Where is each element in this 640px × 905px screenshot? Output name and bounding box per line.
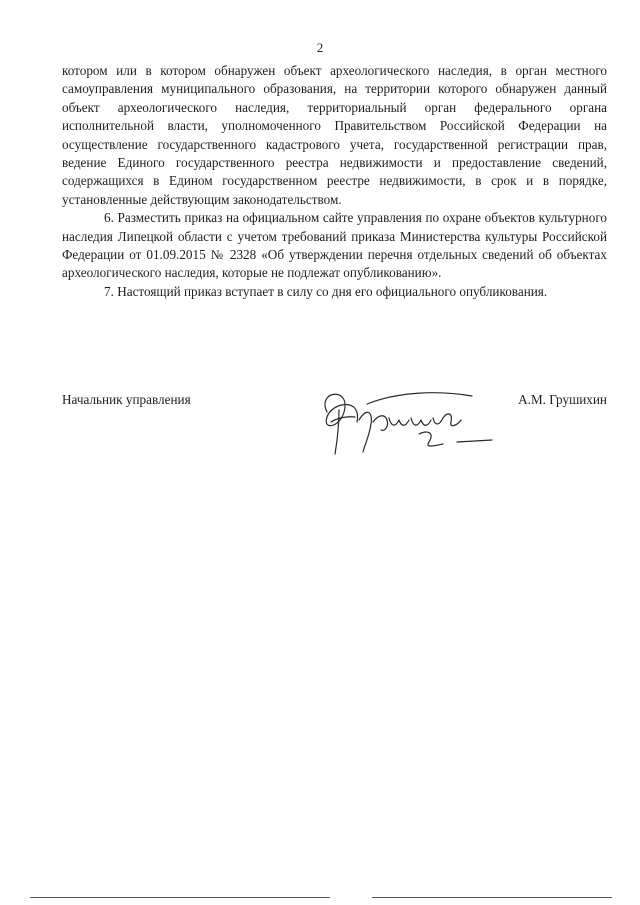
paragraph-item-6: 6. Разместить приказ на официальном сайте управления по охране объектов культурного наследия Липецкой области с учетом требований приказа Министерства культуры Российской Федерации от 01.09.2015 № 2328 «Об утверждении перечня отдельных сведений об объектах археологического наследия, которые не подлежат опубликованию».: [62, 210, 607, 281]
signature-block: [62, 392, 607, 472]
paragraph-item-7: 7. Настоящий приказ вступает в силу со дня его официального опубликования.: [104, 283, 548, 299]
signatory-position: Начальник управления: [62, 392, 191, 407]
footer-rule-left: [30, 897, 330, 898]
paragraph-continuation: котором или в котором обнаружен объект археологического наследия, в орган местного самоуправления муниципального образования, на территории которого обнаружен данный объект археологического наследия, территориальный орган федерального органа исполнительной власти, уполномоченного Правительством Российской Федерации на осуществление государственного кадастрового учета, государственной регистрации прав, ведение Единого государственного реестра недвижимости и предоставление сведений, содержащихся в Едином государственном реестре недвижимости, в срок и в порядке, установленные действующим законодательством.: [62, 63, 607, 207]
footer-rule-right: [372, 897, 612, 898]
signatory-name: А.М. Грушихин: [518, 392, 607, 407]
handwritten-signature: [307, 382, 507, 462]
footer-rules: [0, 895, 640, 901]
document-body: [62, 62, 607, 301]
page-number: 2: [316, 40, 324, 55]
